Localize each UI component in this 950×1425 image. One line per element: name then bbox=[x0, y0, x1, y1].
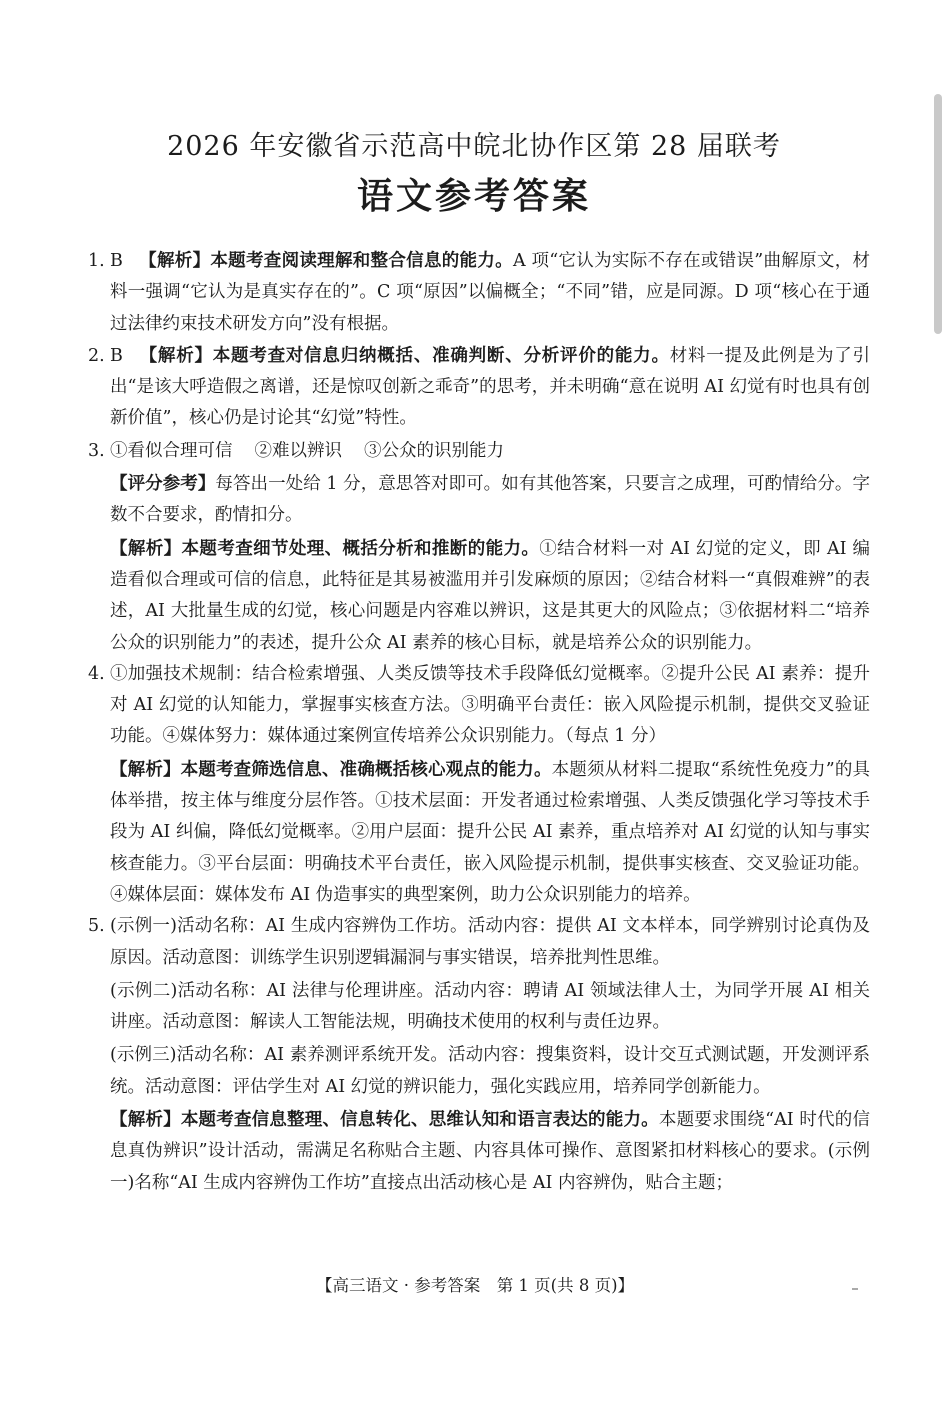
example-paragraph bbox=[78, 1040, 870, 1103]
analysis-lead: 本题考查信息整理、信息转化、思维认知和语言表达的能力。 bbox=[180, 1110, 659, 1131]
document-title: 语文参考答案 bbox=[356, 175, 591, 217]
answer-item-1 bbox=[78, 246, 870, 340]
answer-item-2 bbox=[78, 341, 870, 435]
analysis-lead: 本题考查对信息归纳概括、准确判断、分析评价的能力。 bbox=[212, 345, 670, 366]
analysis-label: 【解析】 bbox=[110, 1110, 181, 1131]
example-text: (示例二)活动名称：AI 法律与伦理讲座。活动内容：聘请 AI 领域法律人士，为同学开展 AI 相关讲座。活动意图：解读人工智能法规，明确技术使用的权利与责任边界。 bbox=[110, 980, 870, 1033]
analysis-text: 本题须从材料二提取“系统性免疫力”的具体举措，按主体与维度分层作答。①技术层面：开发者通过检索增强、人类反馈强化学习等技术手段为 AI 纠偏，降低幻觉概率。②用户层面：提升公民 AI 素养，重点培养对 AI 幻觉的认知与事实核查能力。③平台层面：明确技术平台责任，嵌入风险提示机制，提供事实核查、交叉验证功能。④媒体层面：媒体发布 AI 伪造事实的典型案例，助力公众识别能力的培养。 bbox=[110, 759, 871, 905]
answer-point: ②难以辨识 bbox=[254, 440, 342, 461]
question-number: 3. bbox=[88, 440, 105, 461]
analysis-lead: 本题考查阅读理解和整合信息的能力。 bbox=[210, 251, 513, 271]
page-footer: 【高三语文 · 参考答案 第 1 页(共 8 页)】 bbox=[315, 1276, 635, 1295]
answer-body bbox=[78, 246, 870, 1199]
analysis-label: 【解析】 bbox=[110, 538, 182, 559]
analysis-text: 材料一提及此例是为了引出“是该大呼造假之离谱，还是惊叹创新之乖奇”的思考，并未明确“意在说明 AI 幻觉有时也具有创新价值”，核心仍是讨论其“幻觉”特性。 bbox=[110, 345, 870, 429]
analysis-label: 【解析】 bbox=[138, 251, 211, 271]
question-number: 2. bbox=[88, 345, 105, 366]
question-number: 1. bbox=[88, 251, 105, 271]
answer-item-5 bbox=[78, 911, 870, 974]
answer-item-3 bbox=[78, 436, 870, 467]
answer-choice: B bbox=[110, 345, 123, 366]
score-label: 【评分参考】 bbox=[110, 474, 216, 495]
question-number: 4. bbox=[88, 663, 105, 684]
answer-point: ①看似合理可信 bbox=[110, 440, 233, 461]
analysis-lead: 本题考查细节处理、概括分析和推断的能力。 bbox=[181, 538, 540, 559]
exam-title: 2026 年安徽省示范高中皖北协作区第 28 届联考 bbox=[167, 131, 781, 162]
scrollbar-thumb[interactable] bbox=[934, 94, 942, 334]
score-text: 每答出一处给 1 分，意思答对即可。如有其他答案，只要言之成理，可酌情给分。字数不合要求，酌情扣分。 bbox=[110, 474, 871, 526]
analysis-lead: 本题考查筛选信息、准确概括核心观点的能力。 bbox=[180, 759, 552, 780]
analysis-paragraph bbox=[78, 534, 870, 659]
answer-choice: B bbox=[110, 251, 123, 271]
top-blank-band bbox=[0, 0, 950, 92]
analysis-text: A 项“它认为实际不存在或错误”曲解原文，材料一强调“它认为是真实存在的”。C 项“原因”以偏概全；“不同”错，应是同源。D 项“核心在于通过法律约束技术研发方向”没有根据。 bbox=[110, 251, 871, 334]
analysis-label: 【解析】 bbox=[110, 759, 181, 780]
analysis-label: 【解析】 bbox=[138, 345, 213, 366]
example-text: (示例三)活动名称：AI 素养测评系统开发。活动内容：搜集资料，设计交互式测试题，开发测评系统。活动意图：评估学生对 AI 幻觉的辨识能力，强化实践应用，培养同学创新能力。 bbox=[110, 1045, 870, 1097]
answer-point: ③公众的识别能力 bbox=[364, 440, 504, 461]
analysis-paragraph bbox=[78, 1105, 870, 1199]
answer-item-4 bbox=[78, 659, 870, 753]
analysis-paragraph bbox=[78, 755, 870, 911]
score-reference bbox=[78, 469, 870, 532]
example-text: (示例一)活动名称：AI 生成内容辨伪工作坊。活动内容：提供 AI 文本样本，同学辨别讨论真伪及原因。活动意图：训练学生识别逻辑漏洞与事实错误，培养批判性思维。 bbox=[110, 916, 870, 968]
answer-text: ①加强技术规制：结合检索增强、人类反馈等技术手段降低幻觉概率。②提升公民 AI 素养：提升对 AI 幻觉的认知能力，掌握事实核查方法。③明确平台责任：嵌入风险提示机制，提供交叉验证功能。④媒体努力：媒体通过案例宣传培养公众识别能力。（每点 1 分） bbox=[110, 663, 870, 747]
scan-mark bbox=[852, 1288, 858, 1290]
analysis-text: 本题要求围绕“AI 时代的信息真伪辨识”设计活动，需满足名称贴合主题、内容具体可操作、意图紧扣材料核心的要求。(示例一)名称“AI 生成内容辨伪工作坊”直接点出活动核心是 AI 内容辨伪，贴合主题； bbox=[110, 1110, 871, 1193]
question-number: 5. bbox=[88, 916, 105, 937]
analysis-text: ①结合材料一对 AI 幻觉的定义，即 AI 编造看似合理或可信的信息，此特征是其易被滥用并引发麻烦的原因；②结合材料一“真假难辨”的表述，AI 大批量生成的幻觉，核心问题是内容难以辨识，这是其更大的风险点；③依据材料二“培养公众的识别能力”的表述，提升公众 AI 素养的核心目标，就是培养公众的识别能力。 bbox=[110, 538, 871, 653]
example-paragraph bbox=[78, 976, 870, 1039]
